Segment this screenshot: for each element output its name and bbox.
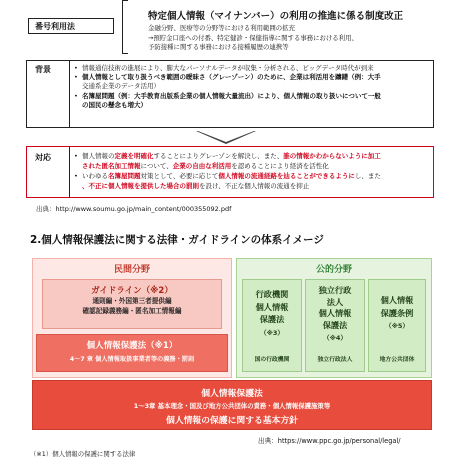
bullet-dot: • <box>74 64 78 72</box>
public-law-box-jorei <box>368 279 426 372</box>
taio-segment: 匿名加工情報 <box>101 162 141 170</box>
public-law-title-line: 保護法 <box>259 314 285 324</box>
bullet-text-emphasis: 個人情報の取り扱いについて一般 <box>283 91 381 100</box>
public-law-title-line: 個人情報 <box>318 308 352 318</box>
public-law-note: （※3） <box>260 328 284 337</box>
taio-segment: された <box>82 162 102 170</box>
public-law-title <box>369 294 425 319</box>
bracket-line <box>122 0 128 54</box>
public-law-note: （※5） <box>385 322 409 330</box>
public-law-title-line: 法人 <box>326 296 344 307</box>
public-law-title-line: 行政機関 <box>255 289 289 299</box>
taio-segment: を認めることにより経済を活性化 <box>231 162 329 170</box>
public-law-title-line: 保護条例 <box>380 307 414 318</box>
section-title: 2.個人情報保護法に関する法律・ガイドラインの体系イメージ <box>30 234 324 246</box>
privacy-law-base-title: 個人情報保護法 <box>201 389 263 399</box>
footnote: （※1）個人情報の保護に関する法律 <box>30 450 136 458</box>
taio-segment: 企業の自由な利活用 <box>172 162 232 170</box>
taio-line <box>74 181 430 191</box>
public-law-box-dokuhou <box>305 279 365 372</box>
background-bullet <box>74 82 430 91</box>
bullet-dot: • <box>74 73 78 82</box>
privacy-law-base-box <box>32 380 432 430</box>
taio-bullets <box>74 151 430 191</box>
source-link-1: 出典：http://www.soumu.go.jp/main_content/000355092.pdf <box>36 205 232 213</box>
taio-segment: について、 <box>140 162 173 170</box>
guideline-line: 確認記録義務編・匿名加工情報編 <box>82 307 182 315</box>
public-law-title <box>243 288 301 326</box>
law-title: 特定個人情報（マイナンバー）の利用の推進に係る制度改正 <box>148 11 404 22</box>
public-law-scope: 地方公共団体 <box>379 357 415 363</box>
label-bango-riyouhou: 番号利用法 <box>28 18 114 34</box>
bullet-dot: • <box>74 172 78 180</box>
law-subtext-line: 予防接種に関する事務における接種履歴の連携等 <box>148 43 289 52</box>
taio-segment: を設け、不正な個人情報の流通を抑止 <box>199 182 310 190</box>
law-subtext-line: →預貯金口座への付番、特定健診・保健指導に関する事務における利用、 <box>148 33 358 42</box>
public-law-title-line: 個人情報 <box>380 295 414 305</box>
basic-policy-title: 個人情報の保護に関する基本方針 <box>166 416 298 426</box>
public-law-scope: 国の行政機関 <box>254 357 290 363</box>
taio-segment: 個人情報の流通経路を辿ることができるように <box>218 172 355 180</box>
taio-label: 対応 <box>26 146 70 198</box>
bullet-dot: • <box>74 91 78 100</box>
privacy-law-private-box <box>36 334 228 372</box>
taio-segment: 個人情報の <box>82 152 115 160</box>
bullet-text: 個人情報として取り扱うべき範囲の曖昧さ（グレーゾーン）のために、企業は利活用を躊躇（例：大手 <box>82 73 381 82</box>
public-law-note: （※4） <box>323 334 347 342</box>
guideline-title: ガイドライン（※2） <box>91 286 173 296</box>
source-link-2: 出典：https://www.ppc.go.jp/personal/legal/ <box>258 437 401 445</box>
background-bullets <box>74 64 430 110</box>
taio-segment: 誰の情報かわからないように加工 <box>283 152 381 160</box>
privacy-law-private-sub: 4〜7 章 個人情報取扱事業者等の義務・罰則 <box>69 356 195 363</box>
public-law-box-gyosei <box>242 279 302 372</box>
taio-line <box>74 171 430 181</box>
bullet-dot: • <box>74 152 78 160</box>
law-subtext-line: 金融分野、医療等の分野等における利用範囲の拡充 <box>148 24 295 32</box>
taio-line <box>74 161 430 171</box>
bullet-text: 交通系企業のデータ活用） <box>82 82 160 91</box>
down-arrow-inner <box>198 131 254 142</box>
public-law-title <box>306 285 364 331</box>
background-bullet <box>74 101 430 110</box>
public-law-title-line: 独立行政 <box>318 285 352 295</box>
public-law-title-line: 保護法 <box>322 319 348 330</box>
taio-segment: し、また <box>354 172 381 180</box>
guideline-line: 通則編・外国第三者提供編 <box>92 297 172 305</box>
taio-segment: することによりグレーゾンを解決し、また、 <box>153 152 284 160</box>
guideline-box <box>42 279 222 329</box>
taio-segment: 、不正に <box>82 182 108 190</box>
taio-segment: 名簿屋問題 <box>108 172 141 180</box>
background-bullet <box>74 64 430 73</box>
law-subtext <box>148 24 358 53</box>
bullet-text: 名簿屋問題（例：大手教育出版系企業の個人情報大量流出）により、 <box>82 91 284 100</box>
taio-line <box>74 151 430 161</box>
taio-segment: 個人情報を提供した場合の罰則 <box>108 182 199 190</box>
bullet-text: 情報通信技術の進展により、膨大なパーソナルデータが収集・分析される、ビッグデータ時代が到来 <box>82 64 374 72</box>
taio-segment: 定義を明確化 <box>114 152 154 160</box>
privacy-law-base-sub: 1〜3章 基本理念・国及び地方公共団体の責務・個人情報保護施策等 <box>133 402 331 410</box>
public-law-title-line: 個人情報 <box>255 301 289 312</box>
background-label: 背景 <box>26 60 70 128</box>
bullet-text-emphasis: の国民の懸念も増大） <box>82 100 147 109</box>
public-law-scope: 独立行政法人 <box>317 357 353 363</box>
background-bullet <box>74 92 430 101</box>
privacy-law-private-title: 個人情報保護法（※1） <box>86 341 178 351</box>
taio-segment: 対策として、必要に応じて <box>140 172 219 180</box>
public-sector-title: 公的分野 <box>315 265 352 275</box>
private-sector-title: 民間分野 <box>113 265 150 275</box>
taio-segment: いわゆる <box>82 172 108 180</box>
